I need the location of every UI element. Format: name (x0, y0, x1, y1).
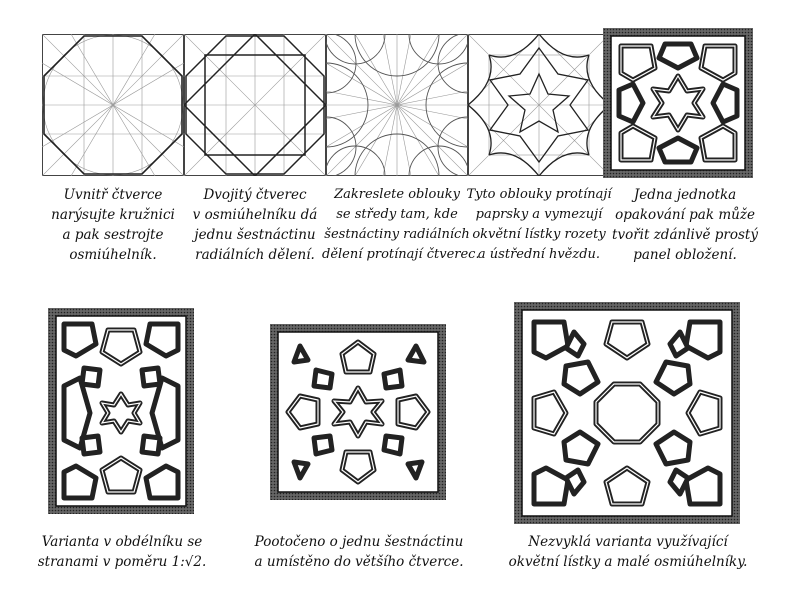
rectangle-panel-icon (48, 308, 194, 514)
caption-line: okvětní lístky rozety (472, 227, 606, 242)
caption-line: Pootočeno o jednu šestnáctinu (254, 534, 464, 550)
caption-line: Dvojitý čtverec (203, 187, 307, 203)
caption-line: dělení protínají čtverec. (322, 247, 480, 262)
step-3-diagram (326, 34, 468, 176)
caption-line: a umístěno do většího čtverce. (254, 554, 464, 570)
caption-line: Jedna jednotka (633, 187, 737, 203)
octagon-construction-icon (42, 34, 184, 176)
caption-line: okvětní lístky a malé osmiúhelníky. (508, 554, 748, 570)
step-2-caption (184, 185, 326, 265)
caption-line: narýsujte kružnici (51, 207, 175, 223)
caption-line: Varianta v obdélníku se (41, 534, 203, 550)
variant-1-diagram (48, 308, 194, 514)
step-5-caption (610, 185, 760, 265)
step-5-diagram (603, 28, 753, 178)
caption-line: Zakreslete oblouky (334, 187, 460, 202)
caption-line: v osmiúhelníku dá (192, 207, 318, 223)
caption-line: panel obložení. (633, 247, 737, 263)
caption-line: Uvnitř čtverce (63, 187, 163, 203)
step-4-caption (466, 185, 612, 265)
step-1-diagram (42, 34, 184, 176)
caption-line: Nezvyklá varianta využívající (528, 534, 728, 550)
step-3-caption (322, 185, 480, 265)
caption-line: a ústřední hvězdu. (477, 247, 601, 262)
caption-line: stranami v poměru 1:√2. (37, 554, 207, 570)
tiling-unit-icon (603, 28, 753, 178)
caption-line: šestnáctiny radiálních (324, 227, 470, 242)
variant-3-caption (506, 532, 750, 572)
caption-line: tvořit zdánlivě prostý (612, 227, 758, 243)
caption-line: a pak sestrojte (62, 227, 164, 243)
caption-line: radiálních dělení. (195, 247, 315, 263)
variant-1-caption (30, 532, 214, 572)
caption-line: Tyto oblouky protínají (466, 187, 612, 202)
caption-line: se středy tam, kde (336, 207, 458, 222)
rotated-panel-icon (270, 324, 446, 500)
arcs-construction-icon (326, 34, 468, 176)
step-2-diagram (184, 34, 326, 176)
caption-line: osmiúhelník. (69, 247, 157, 263)
caption-line: paprsky a vymezují (475, 207, 603, 222)
double-square-construction-icon (184, 34, 326, 176)
caption-line: opakování pak může (615, 207, 755, 223)
step-4-diagram (468, 34, 610, 176)
step-1-caption (42, 185, 184, 265)
variant-2-diagram (270, 324, 446, 500)
variant-2-caption (248, 532, 470, 572)
octagon-variant-panel-icon (514, 302, 740, 524)
caption-line: jednu šestnáctinu (194, 227, 316, 243)
variant-3-diagram (514, 302, 740, 524)
rosette-construction-icon (468, 34, 610, 176)
